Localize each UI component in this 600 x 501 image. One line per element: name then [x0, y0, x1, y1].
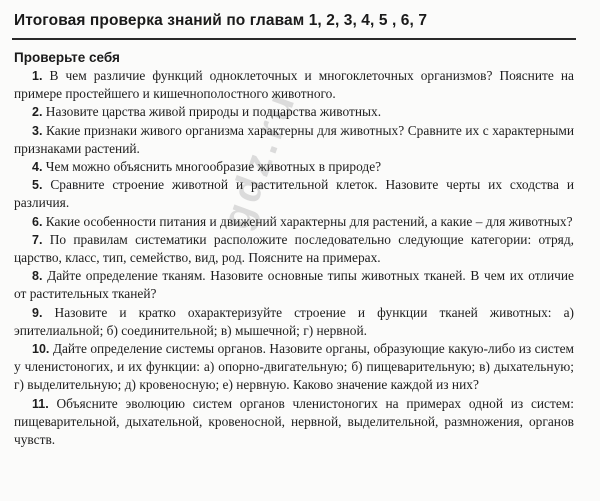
question-text: Чем можно объяснить многообразие животных в природе?: [45, 159, 382, 175]
question-item: [14, 67, 574, 103]
heading-rule: [12, 38, 576, 40]
section-subheading: Проверьте себя: [14, 50, 120, 65]
question-item: [14, 340, 574, 395]
question-text: Дайте определение тканям. Назовите основные типы животных тканей. В чем их отличие от растительных тканей?: [14, 268, 574, 302]
question-item: [14, 103, 574, 121]
question-number: 1.: [32, 69, 43, 83]
question-text: Дайте определение системы органов. Назовите органы, образующие какую-либо из систем у членистоногих, и их функции: а) опорно-двигательную; б) пищеварительную; в) дыхательную; г) выделительную; д) кровеносную; е) нервную. Каково значение каждой из них?: [14, 341, 574, 393]
page-heading: Итоговая проверка знаний по главам 1, 2, 3, 4, 5 , 6, 7: [14, 12, 428, 29]
question-number: 6.: [32, 214, 43, 229]
question-number: 9.: [32, 305, 43, 320]
question-number: 8.: [32, 269, 43, 284]
question-text: Какие особенности питания и движений характерны для растений, а какие – для животных?: [45, 213, 573, 229]
question-item: [14, 304, 574, 340]
question-text: Какие признаки живого организма характерны для животных? Сравните их с характерными признаками растений.: [14, 122, 574, 156]
question-text: Сравните строение животной и растительной клеток. Назовите черты их сходства и различия.: [14, 177, 574, 211]
question-number: 2.: [32, 105, 43, 120]
question-text: В чем различие функций одноклеточных и многоклеточных организмов? Поясните на примере простейшего и кишечнополостного животного.: [14, 68, 574, 102]
question-text: Назовите царства живой природы и подцарства животных.: [45, 104, 382, 120]
question-number: 4.: [32, 160, 43, 175]
question-text: Объясните эволюцию систем органов членистоногих на примерах одной из систем: пищеварительной, дыхательной, кровеносной, нервной, выделительной, размножения, органов чувств.: [14, 395, 574, 448]
question-item: [14, 122, 574, 158]
question-number: 5.: [32, 178, 43, 193]
question-item: [14, 158, 574, 176]
question-list: [14, 67, 574, 449]
question-item: [14, 213, 574, 231]
question-item: [14, 176, 574, 212]
question-number: 11.: [32, 396, 49, 411]
question-item: [14, 267, 574, 303]
question-number: 7.: [32, 232, 43, 247]
question-item: [14, 231, 574, 267]
question-text: Назовите и кратко охарактеризуйте строение и функции тканей животных: а) эпителиальной; б) соединительной; в) мышечной; г) нервной.: [14, 304, 574, 338]
question-item: [14, 395, 574, 450]
question-number: 10.: [32, 342, 50, 357]
question-text: По правилам систематики расположите последовательно следующие категории: отряд, царство, класс, тип, семейство, вид, род. Поясните на примерах.: [14, 231, 574, 266]
question-number: 3.: [32, 123, 43, 138]
watermark-logo: gdz.ru: [214, 84, 305, 236]
